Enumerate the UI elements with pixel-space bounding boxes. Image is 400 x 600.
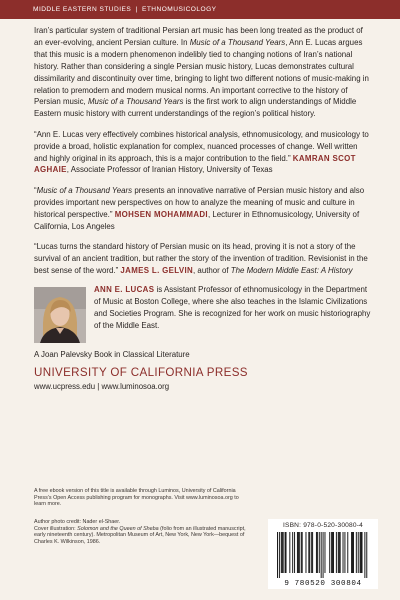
blurb-affiliation: , author of: [193, 265, 231, 275]
barcode-bar: [332, 532, 333, 573]
summary-text-3: is the first work to align understandings of Middle Eastern music history with current understandings of the region’s political history.: [34, 97, 357, 119]
cover-illustration-credit: [34, 526, 249, 546]
barcode-bar: [289, 532, 290, 573]
summary-title-1: Music of a Thousand Years: [189, 37, 286, 47]
credits: [34, 519, 249, 545]
barcode-bar: [294, 532, 295, 573]
isbn-label: ISBN: 978-0-520-30080-4: [282, 522, 364, 529]
author-bio: [94, 284, 372, 343]
series-header: [33, 0, 217, 19]
series-right: ETHNOMUSICOLOGY: [141, 6, 217, 13]
blurb-author-name: JAMES L. GELVIN: [120, 265, 194, 275]
barcode-bar: [323, 532, 324, 578]
blurb-quote: “Ann E. Lucas very effectively combines historical analysis, ethnomusicology, and musicology to provide a broad, holistic explanation for complex, nuanced processes of change. Well written and highly original in its approach, this is a major contribution to the field.”: [34, 129, 369, 163]
author-name: ANN E. LUCAS: [94, 285, 155, 295]
blurb-affiliation: , Lecturer in Ethnomusicology, University of California, Los Angeles: [34, 209, 360, 231]
barcode-bar: [319, 532, 320, 573]
barcode-bar: [331, 532, 332, 573]
barcode-bar: [343, 532, 344, 573]
barcode-bar: [364, 532, 365, 578]
barcode-bar: [299, 532, 300, 573]
barcode-bar: [325, 532, 326, 573]
barcode-bar: [340, 532, 341, 573]
barcode-bar: [309, 532, 310, 573]
barcode-bar: [360, 532, 361, 573]
blurb-3: [34, 241, 372, 277]
blurb-affiliation: , Associate Professor of Iranian History, University of Texas: [66, 165, 273, 175]
barcode-bar: [298, 532, 299, 573]
barcode-bar: [352, 532, 353, 573]
summary-title-2: Music of a Thousand Years: [87, 97, 184, 107]
barcode-digits: 9 780520 300804: [284, 580, 362, 588]
barcode-bar: [333, 532, 334, 573]
author-section: [34, 284, 372, 343]
barcode-bar: [302, 532, 303, 573]
barcode-bar: [283, 532, 284, 573]
barcode-bar: [347, 532, 348, 573]
barcode-bar: [358, 532, 359, 573]
blurb-author-name: MOHSEN MOHAMMADI: [114, 209, 208, 219]
barcode-bar: [353, 532, 354, 573]
summary-text-2: , Ann E. Lucas argues that this music is a modern phenomenon indelibly tied to changing notions of Iran’s national history. Rather than considering a single Persian music history, Lucas demonstrates cultural dissimilarity and discontinuity over time, bringing to light two different notions of music-making in relation to premodern and modern musical norms. An important corrective to the history of Persian music,: [34, 37, 369, 107]
barcode-bar: [361, 532, 362, 573]
barcode-bar: [277, 532, 278, 578]
barcode-bar: [321, 532, 322, 578]
blurb-2: [34, 185, 372, 233]
illustration-title: Solomon and the Queen of Sheba: [77, 525, 159, 532]
barcode-bar: [311, 532, 312, 573]
barcode-bar: [362, 532, 363, 573]
barcode-bar: [279, 532, 280, 578]
summary-paragraph: [34, 25, 372, 120]
barcode-bar: [281, 532, 282, 573]
barcode-bar: [301, 532, 302, 573]
blurb-quote-title: Music of a Thousand Years: [36, 185, 133, 195]
barcode-bar: [356, 532, 357, 573]
author-bio-text: is Assistant Professor of ethnomusicology in the Department of Music at Boston College, where she also teaches in the Islamic Civilizations and Societies Program. She is recognized for her work on music historiography of the Middle East.: [94, 285, 371, 330]
series-separator: |: [135, 6, 138, 13]
blurb-1: [34, 129, 372, 177]
barcode-bar: [316, 532, 317, 573]
barcode-bar: [329, 532, 330, 573]
barcode-bar: [297, 532, 298, 573]
barcode-bar: [351, 532, 352, 573]
barcode-bar: [285, 532, 286, 573]
illustration-credit-label: Cover illustration:: [34, 525, 78, 532]
blurb-quote: presents an innovative narrative of Persian music history and also provides important new perspectives on how to analyze the meaning of music and culture in historical perspective.”: [34, 185, 365, 219]
barcode-bar: [286, 532, 287, 573]
series-left: MIDDLE EASTERN STUDIES: [33, 6, 132, 13]
blurb-book-title: The Modern Middle East: A History: [230, 265, 353, 275]
imprint-line: A Joan Palevsky Book in Classical Literature: [34, 350, 190, 360]
barcode-panel: [268, 519, 378, 589]
blurb-quote-open: “: [34, 185, 37, 195]
barcode-bar: [282, 532, 283, 573]
barcode-bar: [344, 532, 345, 573]
barcode-bar: [312, 532, 313, 573]
publisher-name: UNIVERSITY OF CALIFORNIA PRESS: [34, 366, 248, 380]
publisher-urls: www.ucpress.edu | www.luminosoa.org: [34, 382, 170, 392]
barcode-bar: [306, 532, 307, 573]
barcode-bar: [292, 532, 293, 573]
barcode-bar: [338, 532, 339, 573]
barcode-bar: [339, 532, 340, 573]
barcode-bar: [308, 532, 309, 573]
photo-credit: Author photo credit: Nader el-Shaer.: [34, 519, 121, 525]
barcode-bar: [366, 532, 367, 578]
luminos-note: A free ebook version of this title is available through Luminos, University of California Press’s Open Access publishing program for monographs. Visit www.luminosoa.org to learn more.: [34, 488, 239, 508]
barcode-bar: [317, 532, 318, 573]
author-photo: [34, 287, 86, 343]
blurb-author-name: KAMRAN SCOT AGHAIE: [34, 153, 356, 175]
blurb-quote: “Lucas turns the standard history of Persian music on its head, proving it is not a story of the survival of an ancient tradition, but rather the story of the invention of tradition. Revisionist in the best sense of the word.”: [34, 242, 368, 275]
barcode-icon: [268, 531, 378, 589]
back-cover-copy: [34, 25, 372, 392]
barcode-bar: [336, 532, 337, 573]
summary-text-1: Iran’s particular system of traditional Persian art music has been long treated as the product of an ever-evolving, ancient Persian culture. In: [34, 26, 363, 47]
illustration-credit-text: (folio from an illustrated manuscript, early nineteenth century). Metropolitan Museum of Art, New York, New York—bequest of Charles K. Wilkinson, 1986.: [34, 525, 246, 545]
